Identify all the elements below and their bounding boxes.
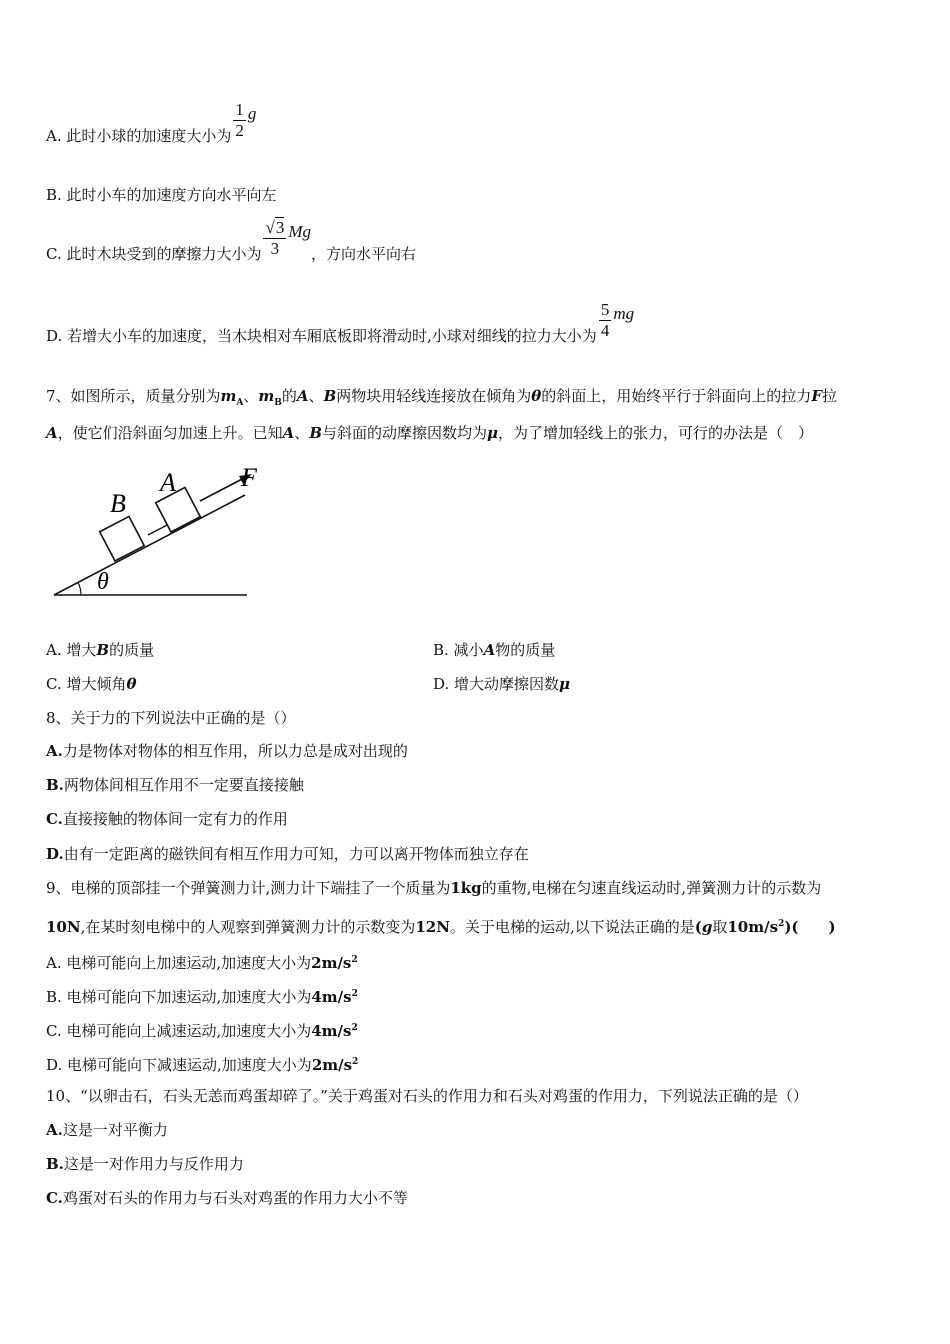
label-b: B <box>110 489 126 518</box>
q6-option-a-var: g <box>247 103 257 123</box>
value: 2m/s <box>311 1056 353 1074</box>
text: 的重物,电梯在匀速直线运动时,弹簧测力计的示数为 <box>481 879 822 897</box>
incline-diagram <box>40 455 280 605</box>
q7-option-c <box>46 674 137 694</box>
paren: )( ) <box>784 918 836 936</box>
sup: 2 <box>351 1023 358 1033</box>
value: 10m/s <box>727 918 779 936</box>
sup: 2 <box>351 955 358 965</box>
label: B. <box>46 1155 64 1173</box>
q10-option-c <box>46 1188 408 1208</box>
sep: 、 <box>243 387 259 405</box>
q6-option-d-text: D. 若增大小车的加速度，当木块相对车厢底板即将滑动时,小球对细线的拉力大小为 <box>46 326 597 345</box>
angle-arc <box>78 583 81 596</box>
text: 7、如图所示，质量分别为 <box>46 387 221 405</box>
text: D. 增大动摩擦因数 <box>433 675 560 693</box>
text: 的质量 <box>109 641 155 659</box>
q8-option-d <box>46 844 529 864</box>
sub-a: A <box>236 398 244 408</box>
var-mu: μ <box>487 424 498 442</box>
q9-option-b <box>46 984 358 1007</box>
q9-stem-line2 <box>46 914 836 937</box>
q6-option-a <box>46 100 257 145</box>
text: A. 电梯可能向上加速运动,加速度大小为 <box>46 954 312 972</box>
label: A. <box>46 742 63 760</box>
var-a: A <box>296 387 309 405</box>
q7-stem-line2 <box>46 423 813 443</box>
text: 两物体间相互作用不一定要直接接触 <box>63 776 304 794</box>
var-a: A <box>46 424 58 442</box>
text: 的斜面上，用始终平行于斜面向上的拉力 <box>541 387 812 405</box>
text: 的 <box>281 387 297 405</box>
text: A. 增大 <box>46 641 97 659</box>
text: 。关于电梯的运动,以下说法正确的是 <box>449 918 695 936</box>
text: 与斜面的动摩擦因数均为 <box>322 424 488 442</box>
frac-num: 5 <box>600 300 610 319</box>
var: θ <box>126 675 137 693</box>
q8-option-c <box>46 809 288 829</box>
q7-option-b <box>433 640 555 660</box>
q6-option-d-fraction <box>599 300 612 341</box>
var-f: F <box>811 387 822 405</box>
q9-stem-line1 <box>46 878 821 898</box>
mass-a: m <box>220 387 237 405</box>
label-f: F <box>241 463 257 492</box>
q6-option-b: B. 此时小车的加速度方向水平向左 <box>46 186 277 204</box>
var-b: B <box>309 424 322 442</box>
label: B. <box>46 776 64 794</box>
text: 鸡蛋对石头的作用力与石头对鸡蛋的作用力大小不等 <box>62 1189 408 1207</box>
sup: 2 <box>352 1057 359 1067</box>
sep: 、 <box>294 424 310 442</box>
q7-stem-line1 <box>46 386 837 413</box>
text: 9、电梯的顶部挂一个弹簧测力计,测力计下端挂了一个质量为 <box>46 879 451 897</box>
value: 1kg <box>450 879 482 897</box>
text: 力是物体对物体的相互作用，所以力总是成对出现的 <box>62 742 408 760</box>
q7-option-a <box>46 640 154 660</box>
value: 10N <box>46 918 81 936</box>
q6-option-c-var: Mg <box>288 221 311 241</box>
text: 由有一定距离的磁铁间有相互作用力可知，力可以离开物体而独立存在 <box>63 845 529 863</box>
text: C. 增大倾角 <box>46 675 127 693</box>
sqrt-radicand: 3 <box>275 218 285 237</box>
frac-den: 3 <box>263 238 286 259</box>
theta-label: θ <box>97 569 109 595</box>
value: 12N <box>415 918 450 936</box>
q9-option-a <box>46 950 358 973</box>
var: B <box>96 641 110 659</box>
text: 这是一对平衡力 <box>62 1121 168 1139</box>
q6-option-c-fraction <box>263 218 286 259</box>
label: D. <box>46 845 64 863</box>
var-a: A <box>282 424 295 442</box>
q6-option-c-text: C. 此时木块受到的摩擦力大小为 <box>46 244 262 263</box>
q8-option-a <box>46 741 408 761</box>
text: C. 电梯可能向上减速运动,加速度大小为 <box>46 1022 312 1040</box>
q10-option-b <box>46 1154 244 1174</box>
q10-option-a <box>46 1120 168 1140</box>
sub-b: B <box>274 398 282 408</box>
var-theta: θ <box>531 387 542 405</box>
q6-option-a-fraction <box>233 100 246 141</box>
q6-option-c <box>46 218 417 263</box>
q8-stem: 8、关于力的下列说法中正确的是（） <box>46 709 296 727</box>
value: 4m/s <box>311 1022 352 1040</box>
sup: 2 <box>351 989 358 999</box>
q9-option-c <box>46 1018 358 1041</box>
q6-option-d <box>46 300 635 345</box>
value: 4m/s <box>311 988 352 1006</box>
q7-option-d <box>433 674 570 694</box>
text: 取 <box>712 918 728 936</box>
text: ，使它们沿斜面匀加速上升。已知 <box>57 424 283 442</box>
block-b <box>100 516 145 561</box>
q8-option-b <box>46 775 304 795</box>
frac-num <box>263 218 286 238</box>
text: B. 减小 <box>433 641 484 659</box>
q9-option-d <box>46 1052 358 1075</box>
q10-stem: 10、“以卵击石，石头无恙而鸡蛋却碎了。”关于鸡蛋对石头的作用力和石头对鸡蛋的作用力，下列说法正确的是（） <box>46 1087 808 1105</box>
sup: 2 <box>778 919 785 929</box>
text: ,在某时刻电梯中的人观察到弹簧测力计的示数变为 <box>80 918 416 936</box>
text: 这是一对作用力与反作用力 <box>63 1155 244 1173</box>
text: 拉 <box>821 387 837 405</box>
label-a: A <box>160 468 176 497</box>
sqrt-symbol: √3 <box>265 218 285 237</box>
text: B. 电梯可能向下加速运动,加速度大小为 <box>46 988 312 1006</box>
text: 两物块用轻线连接放在倾角为 <box>336 387 532 405</box>
label: A. <box>46 1121 63 1139</box>
var: A <box>483 641 496 659</box>
q6-option-d-var: mg <box>613 303 635 323</box>
label: C. <box>46 1189 63 1207</box>
text: 直接接触的物体间一定有力的作用 <box>62 810 288 828</box>
label: C. <box>46 810 63 828</box>
var-b: B <box>323 387 337 405</box>
sep: 、 <box>308 387 324 405</box>
text: 物的质量 <box>495 641 556 659</box>
q6-option-c-suffix: ，方向水平向右 <box>311 244 417 263</box>
var: μ <box>559 675 571 693</box>
text: ，为了增加轻线上的张力，可行的办法是（ ） <box>498 424 814 442</box>
frac-den: 2 <box>235 121 244 140</box>
incline-line <box>54 495 245 595</box>
q6-option-a-text: A. 此时小球的加速度大小为 <box>46 126 232 145</box>
text: D. 电梯可能向下减速运动,加速度大小为 <box>46 1056 312 1074</box>
paren: ( <box>694 918 702 936</box>
frac-den: 4 <box>600 321 610 340</box>
var-g: g <box>701 918 713 936</box>
value: 2m/s <box>311 954 352 972</box>
frac-num: 1 <box>235 100 244 119</box>
mass-b: m <box>258 387 275 405</box>
